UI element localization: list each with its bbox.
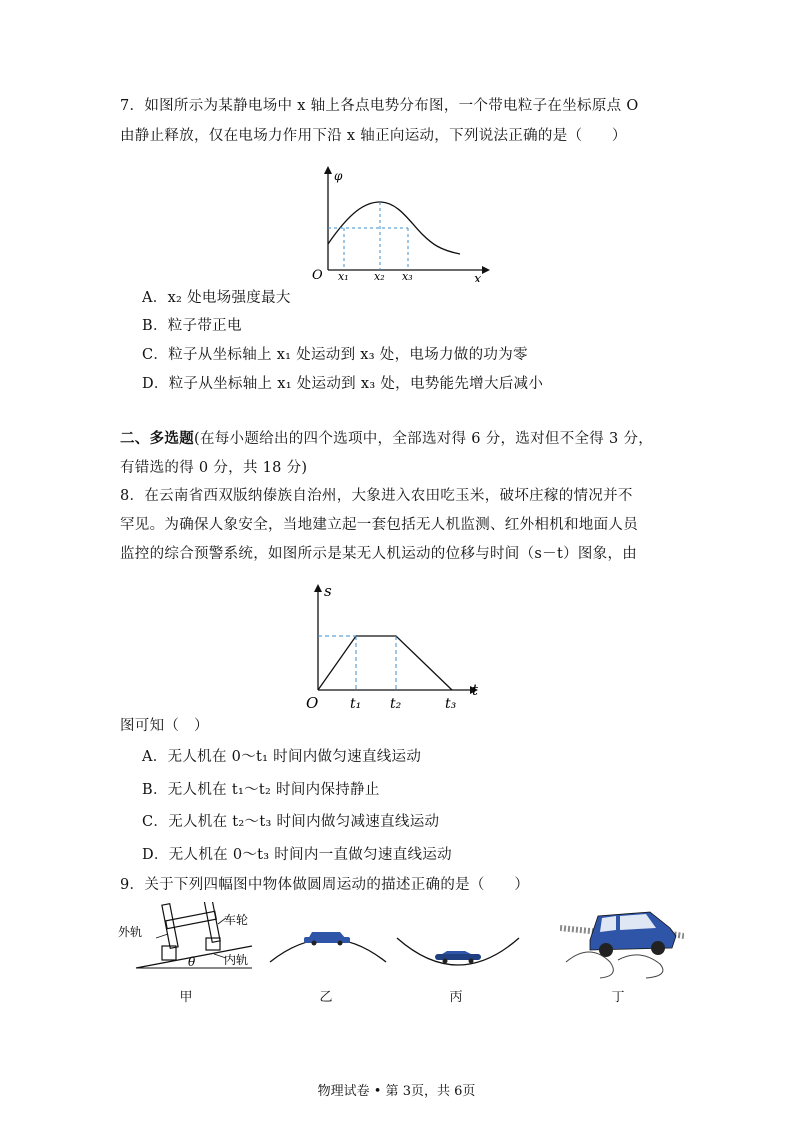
tick-t1: t₁ [350,696,362,712]
q7-option-c: C．粒子从坐标轴上 x₁ 处运动到 x₃ 处，电场力做的功为零 [142,347,528,363]
t-axis-label: t [472,681,479,699]
tick-x2: x₂ [374,270,385,282]
origin-label: O [312,268,323,282]
inner-rail-label: 内轨 [224,953,249,967]
tick-x1: x₁ [338,270,349,282]
q8-option-c: C．无人机在 t₂～t₃ 时间内做匀减速直线运动 [142,814,440,830]
outer-rail-label: 外轨 [118,925,143,939]
s-axis-arrow [314,584,322,592]
st-line [318,636,452,690]
q8-stem-line2: 罕见。为确保人象安全，当地建立起一套包括无人机监测、红外相机和地面人员 [120,517,638,533]
q7-stem-line2: 由静止释放，仅在电场力作用下沿 x 轴正向运动，下列说法正确的是（ ） [120,128,627,144]
q8-stem-line1: 8．在云南省西双版纳傣族自治州，大象进入农田吃玉米，破坏庄稼的情况并不 [120,488,633,504]
section2-heading-line [120,427,653,448]
section2-desc1: (在每小题给出的四个选项中，全部选对得 6 分，选对但不全得 3 分， [194,431,654,447]
caption-yi: 乙 [319,990,333,1005]
tick-x3: x₃ [402,270,413,282]
q8-option-b: B．无人机在 t₁～t₂ 时间内保持静止 [142,782,380,798]
tick-t3: t₃ [445,696,457,712]
q9-fig-car-skid [560,902,684,982]
page-footer: 物理试卷 • 第 3页，共 6页 [317,1084,476,1099]
q9-fig-hump [268,920,388,970]
q8-origin-label: O [306,694,319,712]
theta-label: θ [188,955,196,969]
q7-potential-graph [300,162,500,282]
tick-t2: t₂ [390,696,402,712]
y-axis-arrow [324,166,332,174]
q9-fig-rail [118,902,258,972]
q9-stem-line1: 9．关于下列四幅图中物体做圆周运动的描述正确的是（ ） [120,877,530,893]
x-axis-label: x [474,272,482,282]
caption-bing: 丙 [449,990,463,1005]
caption-ding: 丁 [611,990,625,1005]
q8-st-graph [300,578,490,714]
q9-fig-valley [395,936,521,972]
q8-stem-line4: 图可知（ ） [120,718,209,734]
x-axis-arrow [482,266,490,274]
caption-jia: 甲 [179,990,193,1005]
q8-stem-line3: 监控的综合预警系统，如图所示是某无人机运动的位移与时间（s－t）图象，由 [120,546,638,562]
q7-option-b: B．粒子带正电 [142,318,242,334]
q7-option-a: A．x₂ 处电场强度最大 [142,290,291,306]
q7-option-d: D．粒子从坐标轴上 x₁ 处运动到 x₃ 处，电势能先增大后减小 [142,376,544,392]
q7-stem-line1: 7．如图所示为某静电场中 x 轴上各点电势分布图，一个带电粒子在坐标原点 O [120,98,639,114]
y-axis-label: φ [334,169,343,183]
wheel-label: 车轮 [224,913,249,927]
section2-desc2: 有错选的得 0 分，共 18 分) [120,460,308,476]
s-axis-label: s [324,582,332,600]
q8-option-d: D．无人机在 0～t₃ 时间内一直做匀速直线运动 [142,847,452,863]
q8-option-a: A．无人机在 0～t₁ 时间内做匀速直线运动 [142,749,422,765]
section2-heading: 二、多选题 [120,430,194,447]
